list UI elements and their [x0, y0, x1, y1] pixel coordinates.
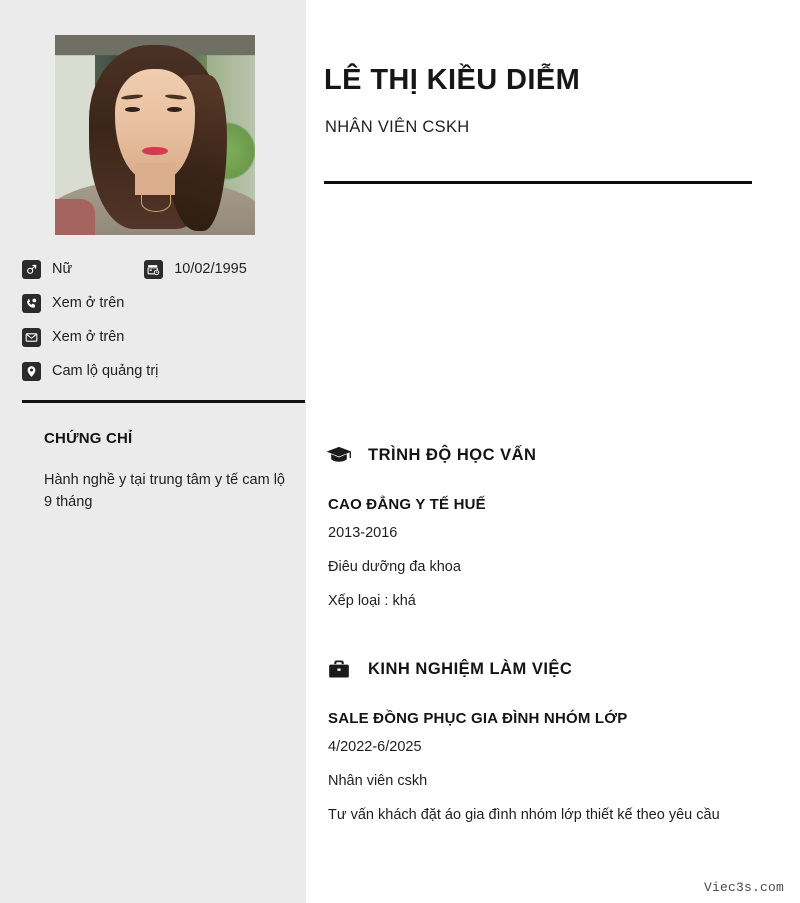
photo-background [55, 35, 255, 235]
contact-item-email [22, 328, 124, 347]
contact-item-gender [22, 260, 72, 279]
candidate-job-title: NHÂN VIÊN CSKH [325, 118, 470, 136]
contact-list [22, 252, 292, 388]
candidate-name: LÊ THỊ KIỀU DIỄM [324, 64, 581, 96]
sidebar [0, 0, 306, 903]
contact-row [22, 320, 292, 354]
contact-item-phone [22, 294, 124, 313]
contact-value-gender: Nữ [52, 260, 73, 277]
certificate-section [44, 430, 292, 514]
contact-row [22, 354, 292, 388]
experience-section [324, 654, 776, 826]
calendar-icon [144, 260, 163, 279]
education-section-title: TRÌNH ĐỘ HỌC VẤN [368, 445, 537, 464]
site-watermark: Viec3s.com [703, 880, 784, 895]
contact-item-address [22, 362, 158, 381]
location-pin-icon [22, 362, 41, 381]
certificate-description: Hành nghề y tại trung tâm y tế cam lộ 9 tháng [44, 472, 285, 511]
sidebar-divider [22, 400, 305, 403]
header-divider [324, 181, 752, 184]
contact-value-email: Xem ở trên [52, 328, 125, 345]
graduation-cap-icon [324, 445, 354, 465]
contact-item-birthdate [144, 260, 247, 279]
experience-description: Tư vấn khách đặt áo gia đình nhóm lớp thiết kế theo yêu cầu [328, 806, 720, 823]
photo-chair [55, 199, 95, 235]
education-major: Điêu dưỡng đa khoa [328, 558, 461, 575]
photo-neck [135, 163, 175, 195]
education-section-header [324, 440, 776, 470]
gender-icon [22, 260, 41, 279]
photo-necklace [141, 193, 171, 212]
education-date-range: 2013-2016 [328, 525, 398, 541]
email-icon [22, 328, 41, 347]
experience-company-name: SALE ĐỒNG PHỤC GIA ĐÌNH NHÓM LỚP [328, 710, 628, 727]
candidate-photo [55, 35, 255, 235]
contact-value-birthdate: 10/02/1995 [174, 260, 247, 277]
education-section [324, 440, 776, 612]
experience-role: Nhân viên cskh [328, 772, 428, 789]
contact-value-address: Cam lộ quảng trị [52, 362, 159, 379]
contact-row [22, 286, 292, 320]
experience-entry [324, 710, 776, 826]
education-entry [324, 496, 776, 612]
contact-row [22, 252, 292, 286]
education-grade: Xếp loại : khá [328, 592, 416, 609]
experience-date-range: 4/2022-6/2025 [328, 739, 422, 755]
experience-section-header [324, 654, 776, 684]
education-school-name: CAO ĐẲNG Y TẾ HUẾ [328, 496, 486, 513]
briefcase-icon [324, 659, 354, 679]
contact-value-phone: Xem ở trên [52, 294, 125, 311]
phone-icon [22, 294, 41, 313]
certificate-section-title: CHỨNG CHỈ [44, 430, 133, 447]
main-content [324, 0, 776, 903]
experience-section-title: KINH NGHIỆM LÀM VIỆC [368, 659, 573, 678]
